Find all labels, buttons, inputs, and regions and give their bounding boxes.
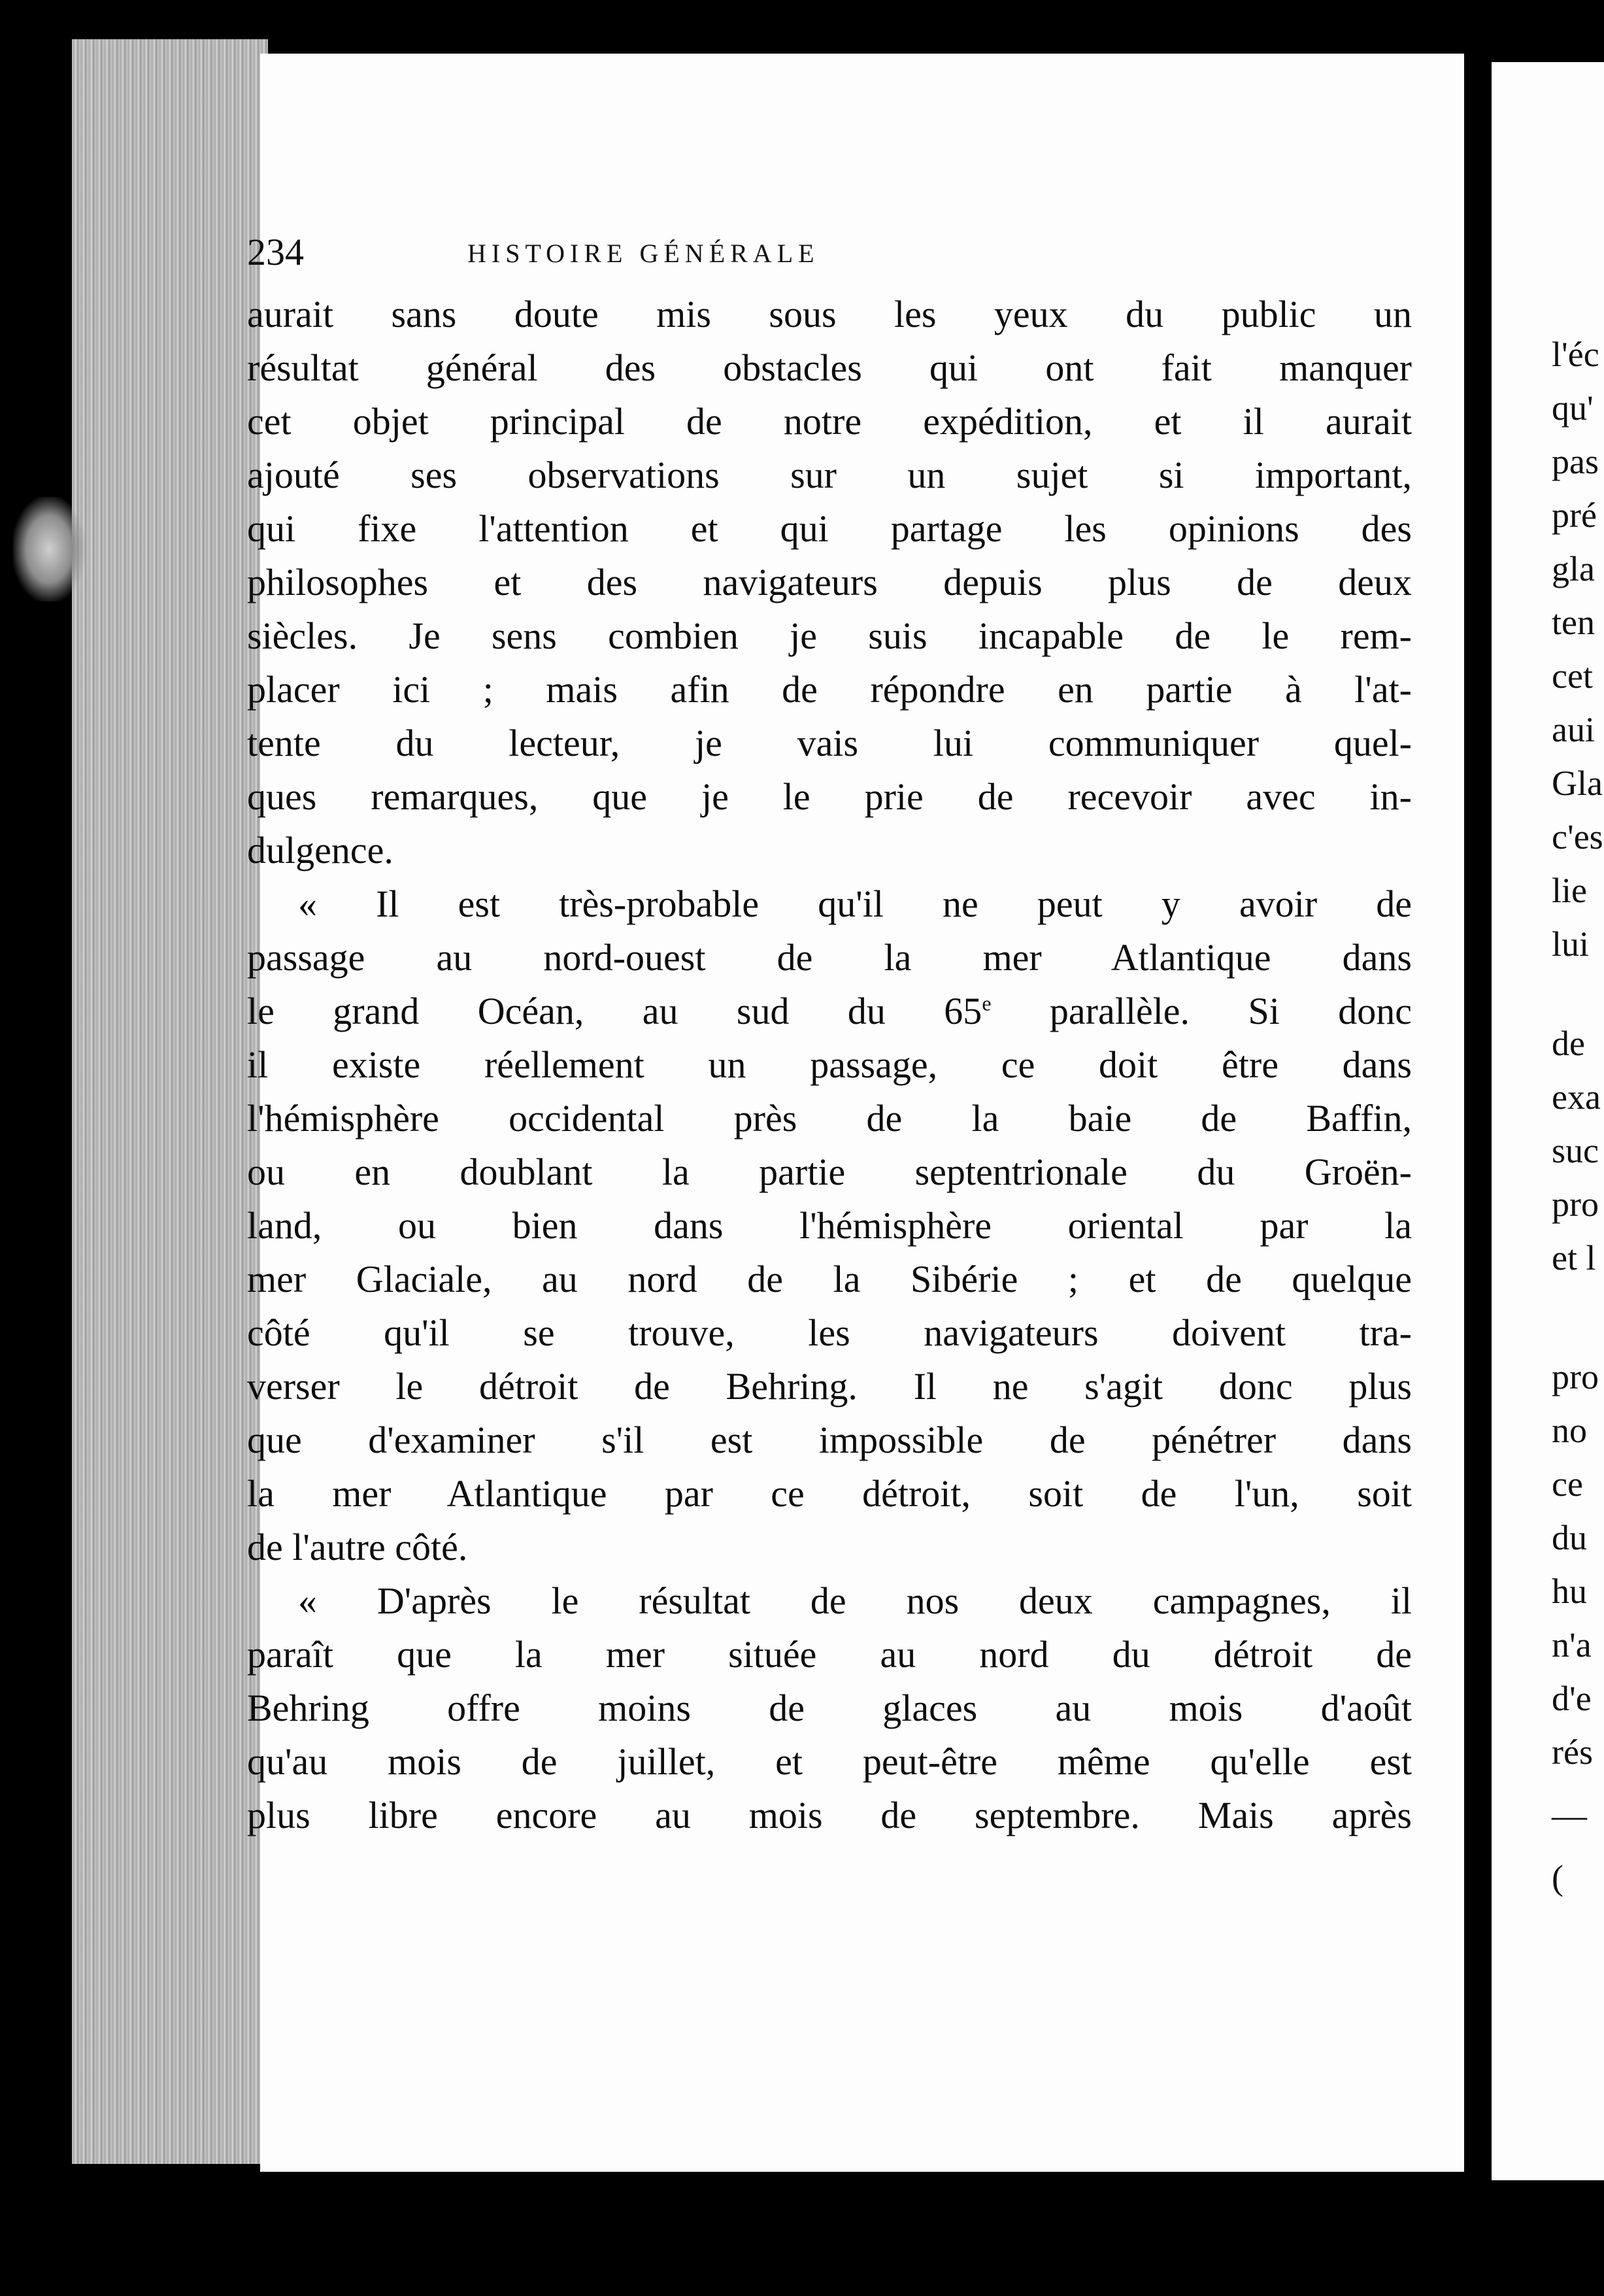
text-line: siècles. Je sens combien je suis incapable de le rem- [247, 615, 1412, 657]
text-line: ou en doublant la partie septentrionale du Groën- [247, 1151, 1412, 1193]
facing-page [1492, 62, 1604, 2180]
page-number: 234 [247, 231, 304, 273]
scan-smudge [13, 497, 85, 601]
text-line: la mer Atlantique par ce détroit, soit de l'un, soit [247, 1472, 1412, 1515]
facing-fragment: rés [1552, 1732, 1593, 1772]
text-line: cet objet principal de notre expédition, et il aurait [247, 400, 1412, 443]
facing-fragment: de [1552, 1024, 1585, 1063]
text-line: philosophes et des navigateurs depuis plus de deux [247, 561, 1412, 603]
facing-fragment: pas [1552, 442, 1599, 481]
facing-fragment: l'éc [1552, 335, 1599, 374]
text-line: passage au nord-ouest de la mer Atlantique dans [247, 936, 1412, 979]
text-line-end: parallèle. Si donc [991, 990, 1412, 1032]
facing-fragment: lie [1552, 871, 1587, 910]
facing-fragment: d'e [1552, 1679, 1592, 1718]
facing-fragment: cet [1552, 656, 1593, 696]
facing-fragment: gla [1552, 549, 1595, 588]
facing-fragment: c'es [1552, 817, 1603, 856]
text-line: qui fixe l'attention et qui partage les opinions des [247, 507, 1412, 550]
running-head: HISTOIRE GÉNÉRALE [467, 239, 820, 268]
text-line: résultat général des obstacles qui ont fait manquer [247, 346, 1412, 389]
text-line: que d'examiner s'il est impossible de pénétrer dans [247, 1419, 1412, 1461]
text-line: l'hémisphère occidental près de la baie de Baffin, [247, 1097, 1412, 1140]
page-header [247, 230, 1182, 282]
text-line: aurait sans doute mis sous les yeux du public un [247, 293, 1412, 335]
facing-fragment: pro [1552, 1185, 1599, 1224]
text-line: ajouté ses observations sur un sujet si important, [247, 454, 1412, 496]
facing-fragment: ten [1552, 603, 1595, 642]
text-line-with-superscript [247, 985, 1412, 1038]
facing-fragment: pro [1552, 1357, 1599, 1396]
text-line: de l'autre côté. [247, 1526, 468, 1568]
facing-fragment: no [1552, 1411, 1587, 1450]
text-line: qu'au mois de juillet, et peut-être même qu'elle est [247, 1740, 1412, 1783]
facing-fragment: — [1552, 1796, 1587, 1835]
text-line: « D'après le résultat de nos deux campagnes, il [298, 1579, 1412, 1622]
facing-fragment: suc [1552, 1131, 1599, 1170]
facing-fragment: hu [1552, 1572, 1587, 1611]
text-line: il existe réellement un passage, ce doit être dans [247, 1043, 1412, 1086]
facing-fragment: exa [1552, 1077, 1601, 1117]
facing-fragment: ( [1552, 1858, 1563, 1897]
facing-fragment: pré [1552, 496, 1597, 535]
text-line: ques remarques, que je le prie de recevoir avec in- [247, 775, 1412, 818]
text-line: côté qu'il se trouve, les navigateurs doivent tra- [247, 1311, 1412, 1354]
text-line: Behring offre moins de glaces au mois d'août [247, 1687, 1412, 1729]
book-page-edge [72, 39, 268, 2164]
facing-fragment: ce [1552, 1464, 1583, 1504]
superscript: e [982, 991, 992, 1015]
text-line: paraît que la mer située au nord du détroit de [247, 1633, 1412, 1676]
text-line: verser le détroit de Behring. Il ne s'agit donc plus [247, 1365, 1412, 1408]
text-line: tente du lecteur, je vais lui communiquer quel- [247, 722, 1412, 764]
text-line-start: le grand Océan, au sud du 65 [247, 990, 982, 1032]
text-line: land, ou bien dans l'hémisphère oriental par la [247, 1204, 1412, 1247]
facing-fragment: et l [1552, 1238, 1596, 1277]
facing-fragment: qu' [1552, 388, 1594, 428]
text-line: mer Glaciale, au nord de la Sibérie ; et de quelque [247, 1258, 1412, 1300]
facing-fragment: lui [1552, 924, 1590, 964]
facing-fragment: aui [1552, 710, 1595, 749]
facing-fragment: du [1552, 1518, 1587, 1557]
text-line: « Il est très-probable qu'il ne peut y avoir de [298, 883, 1412, 925]
text-line: dulgence. [247, 829, 393, 871]
facing-fragment: n'a [1552, 1625, 1592, 1664]
text-line: placer ici ; mais afin de répondre en partie à l'at- [247, 668, 1412, 711]
facing-fragment: Gla [1552, 764, 1603, 803]
text-line: plus libre encore au mois de septembre. Mais après [247, 1794, 1412, 1836]
